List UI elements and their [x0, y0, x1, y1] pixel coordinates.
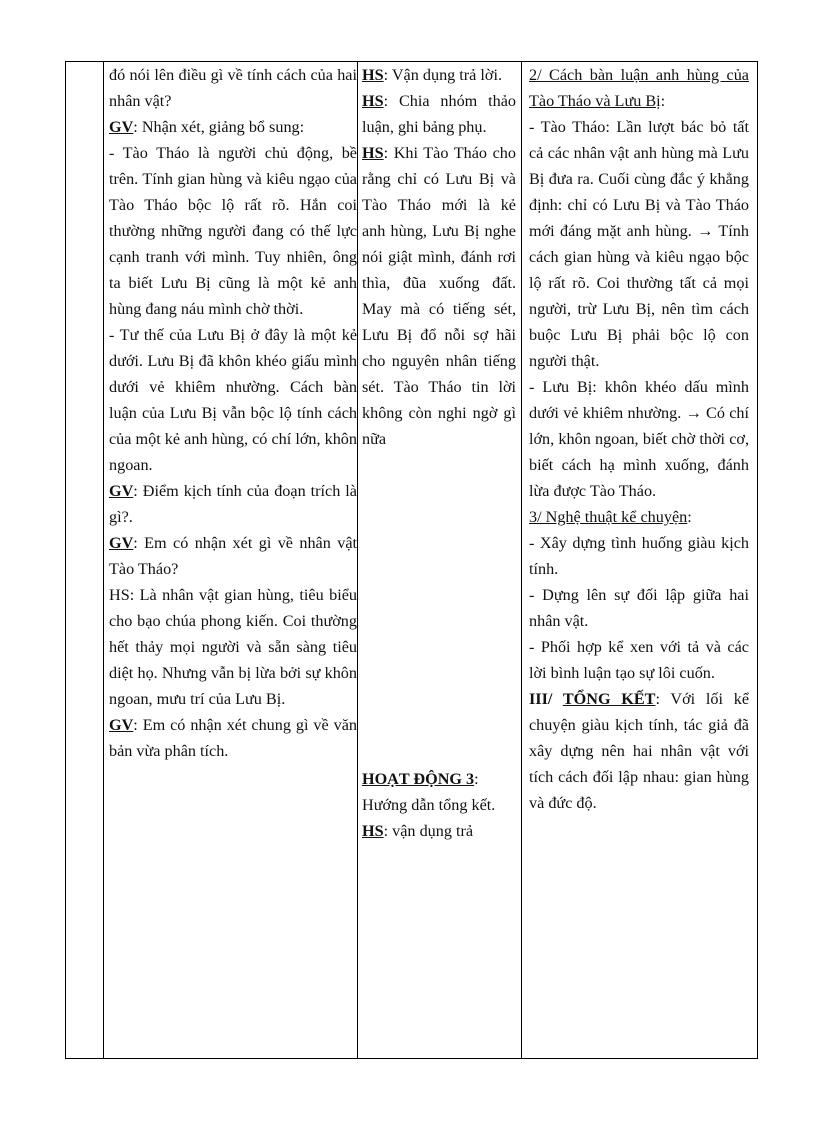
summary: III/ TỔNG KẾT: Với lối kể chuyện giàu kịch tính, tác giả đã xây dựng nên hai nhân vật với tích cách đối lập nhau: gian hùng và đức độ. [529, 690, 750, 812]
lesson-content-column [529, 62, 749, 816]
student-activity: HS: Chia nhóm thảo luận, ghi bảng phụ. [362, 92, 516, 136]
activity-description: Hướng dẫn tổng kết. [362, 796, 496, 814]
teacher-question: GV: Điểm kịch tính của đoạn trích là gì?. [109, 482, 357, 526]
student-activity-column [362, 62, 516, 844]
content-item: - Dựng lên sự đối lập giữa hai nhân vật. [529, 586, 749, 630]
spacer [362, 452, 516, 766]
analysis-tao-thao: - Tào Tháo là người chủ động, bề trên. Tính gian hùng và kiêu ngạo của Tào Tháo bộc lộ rất rõ. Hắn coi thường những người đang có thế lực cạnh tranh với mình. Tuy nhiên, ông ta biết Lưu Bị cũng là một kẻ anh hùng đang náu mình chờ thời. [109, 144, 357, 318]
activity-heading: HOẠT ĐỘNG 3: [362, 770, 479, 788]
question-text: đó nói lên điều gì về tính cách của hai nhân vật? [109, 66, 357, 110]
column-divider-2 [357, 62, 358, 1058]
student-activity: HS: vận dụng trả [362, 822, 474, 840]
analysis-luu-bi: - Tư thế của Lưu Bị ở đây là một kẻ dưới. Lưu Bị đã khôn khéo giấu mình dưới vẻ khiêm nhường. Cách bàn luận của Lưu Bị vẫn bộc lộ tính cách của một kẻ anh hùng, có chí lớn, khôn ngoan. [109, 326, 357, 474]
section-heading: 2/ Cách bàn luận anh hùng của Tào Tháo và Lưu Bị: [529, 66, 749, 110]
content-item: - Phối hợp kể xen với tả và các lời bình luận tạo sự lôi cuốn. [529, 638, 749, 682]
content-tao-thao: - Tào Tháo: Lần lượt bác bỏ tất cả các nhân vật anh hùng mà Lưu Bị đưa ra. Cuối cùng đắc ý khẳng định: chỉ có Lưu Bị và Tào Tháo mới đáng mặt anh hùng. → Tính cách gian hùng và kiêu ngạo bộc lộ rất rõ. Coi thường tất cả mọi người, trừ Lưu Bị, nên tìm cách buộc Lưu Bị phải bộc lộ con người thật. [529, 118, 749, 370]
student-answer: HS: Là nhân vật gian hùng, tiêu biểu cho bạo chúa phong kiến. Coi thường hết thảy mọi người và sẵn sàng tiêu diệt họ. Nhưng vẫn bị lừa bởi sự khôn ngoan, mưu trí của Lưu Bị. [109, 586, 357, 708]
column-divider-3 [521, 62, 522, 1058]
teacher-note: GV: Nhận xét, giảng bổ sung: [109, 118, 305, 136]
content-item: - Xây dựng tình huống giàu kịch tính. [529, 534, 749, 578]
lesson-table [65, 61, 758, 1059]
student-activity: HS: Vận dụng trả lời. [362, 66, 503, 84]
section-heading: 3/ Nghệ thuật kể chuyện: [529, 508, 692, 526]
student-activity: HS: Khi Tào Tháo cho rằng chỉ có Lưu Bị và Tào Tháo mới là kẻ anh hùng, Lưu Bị nghe nói giật mình, đánh rơi thìa, đũa xuống đất. May mà có tiếng sét, Lưu Bị đổ nỗi sợ hãi cho nguyên nhân tiếng sét. Tào Tháo tin lời không còn nghi ngờ gì nữa [362, 144, 516, 448]
teacher-question: GV: Em có nhận xét gì về nhân vật Tào Tháo? [109, 534, 357, 578]
teacher-question: GV: Em có nhận xét chung gì về văn bản vừa phân tích. [109, 716, 357, 760]
teacher-activity-column [109, 62, 357, 764]
column-divider-1 [103, 62, 104, 1058]
content-luu-bi: - Lưu Bị: khôn khéo dấu mình dưới vẻ khiêm nhường. → Có chí lớn, khôn ngoan, biết chờ thời cơ, biết cách hạ mình xuống, đánh lừa được Tào Tháo. [529, 378, 749, 500]
